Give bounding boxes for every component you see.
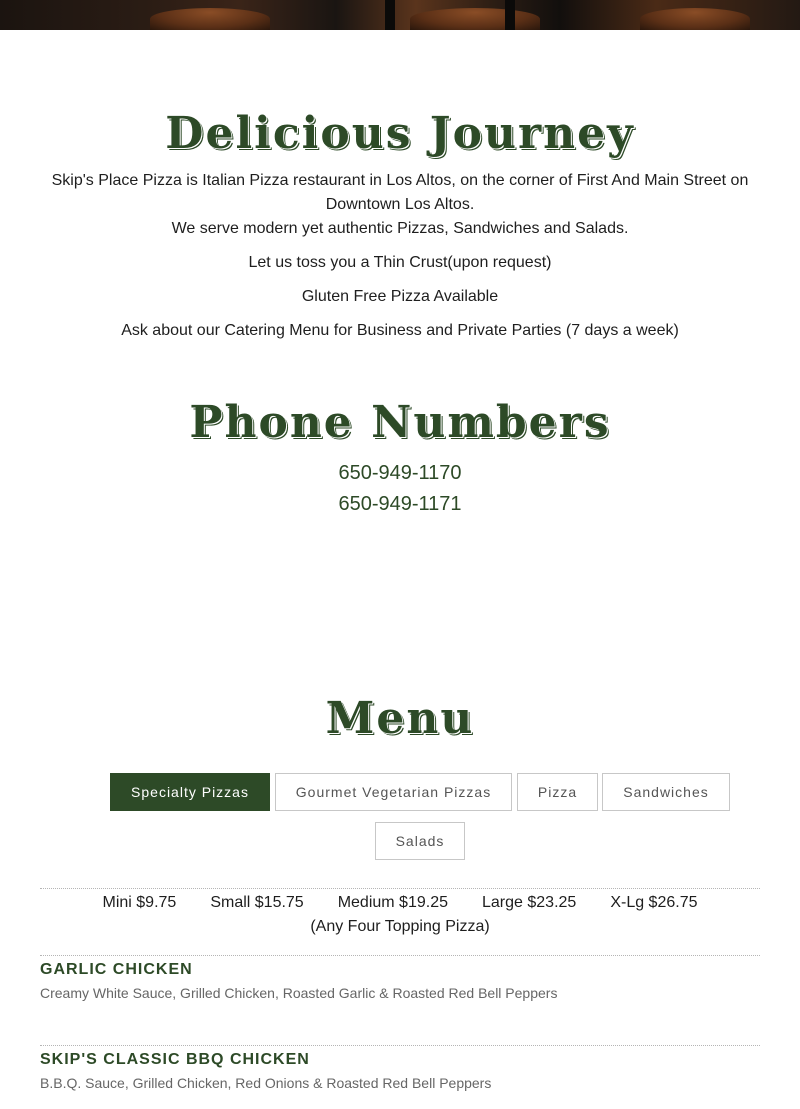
about-thin-crust-text: Let us toss you a Thin Crust(upon request) <box>248 254 552 271</box>
price-large: Large $23.25 <box>482 894 577 911</box>
price-note: (Any Four Topping Pizza) <box>310 918 490 935</box>
about-intro-text: Skip's Place Pizza is Italian Pizza restaurant in Los Altos, on the corner of First And Main Street on Downtown Los Altos. <box>51 172 749 213</box>
about-serve-text: We serve modern yet authentic Pizzas, Sandwiches and Salads. <box>171 220 629 237</box>
price-medium: Medium $19.25 <box>337 894 448 911</box>
about-catering-text: Ask about our Catering Menu for Business and Private Parties (7 days a week) <box>121 322 679 339</box>
tab-specialty-pizzas[interactable]: Specialty Pizzas <box>110 773 270 811</box>
price-xlg: X-Lg $26.75 <box>610 894 698 911</box>
menu-divider <box>40 1045 760 1046</box>
tab-gourmet-vegetarian-pizzas[interactable]: Gourmet Vegetarian Pizzas <box>275 773 512 811</box>
tab-sandwiches[interactable]: Sandwiches <box>602 773 730 811</box>
menu-item-name: SKIP'S CLASSIC BBQ CHICKEN <box>40 1051 310 1068</box>
chair-image <box>150 8 270 30</box>
table-leg-image <box>385 0 395 30</box>
menu-divider <box>40 955 760 956</box>
table-leg-image <box>505 0 515 30</box>
price-small: Small $15.75 <box>210 894 304 911</box>
phone-number-link[interactable]: 650-949-1170 <box>338 462 462 484</box>
chair-image <box>640 8 750 30</box>
tab-pizza[interactable]: Pizza <box>517 773 598 811</box>
price-mini: Mini $9.75 <box>102 894 177 911</box>
menu-divider <box>40 888 760 889</box>
menu-title: Menu <box>325 693 475 744</box>
menu-item-description: B.B.Q. Sauce, Grilled Chicken, Red Onions & Roasted Red Bell Peppers <box>40 1075 492 1091</box>
chair-image <box>410 8 540 30</box>
about-title: Delicious Journey <box>165 108 635 159</box>
hero-image-strip <box>0 0 800 30</box>
menu-item-name: GARLIC CHICKEN <box>40 961 193 978</box>
phone-number-link[interactable]: 650-949-1171 <box>338 493 462 515</box>
menu-item-description: Creamy White Sauce, Grilled Chicken, Roasted Garlic & Roasted Red Bell Peppers <box>40 985 558 1001</box>
size-price-list <box>40 891 760 915</box>
about-gluten-free-text: Gluten Free Pizza Available <box>301 288 499 305</box>
tab-salads[interactable]: Salads <box>375 822 465 860</box>
phone-title: Phone Numbers <box>189 397 611 448</box>
